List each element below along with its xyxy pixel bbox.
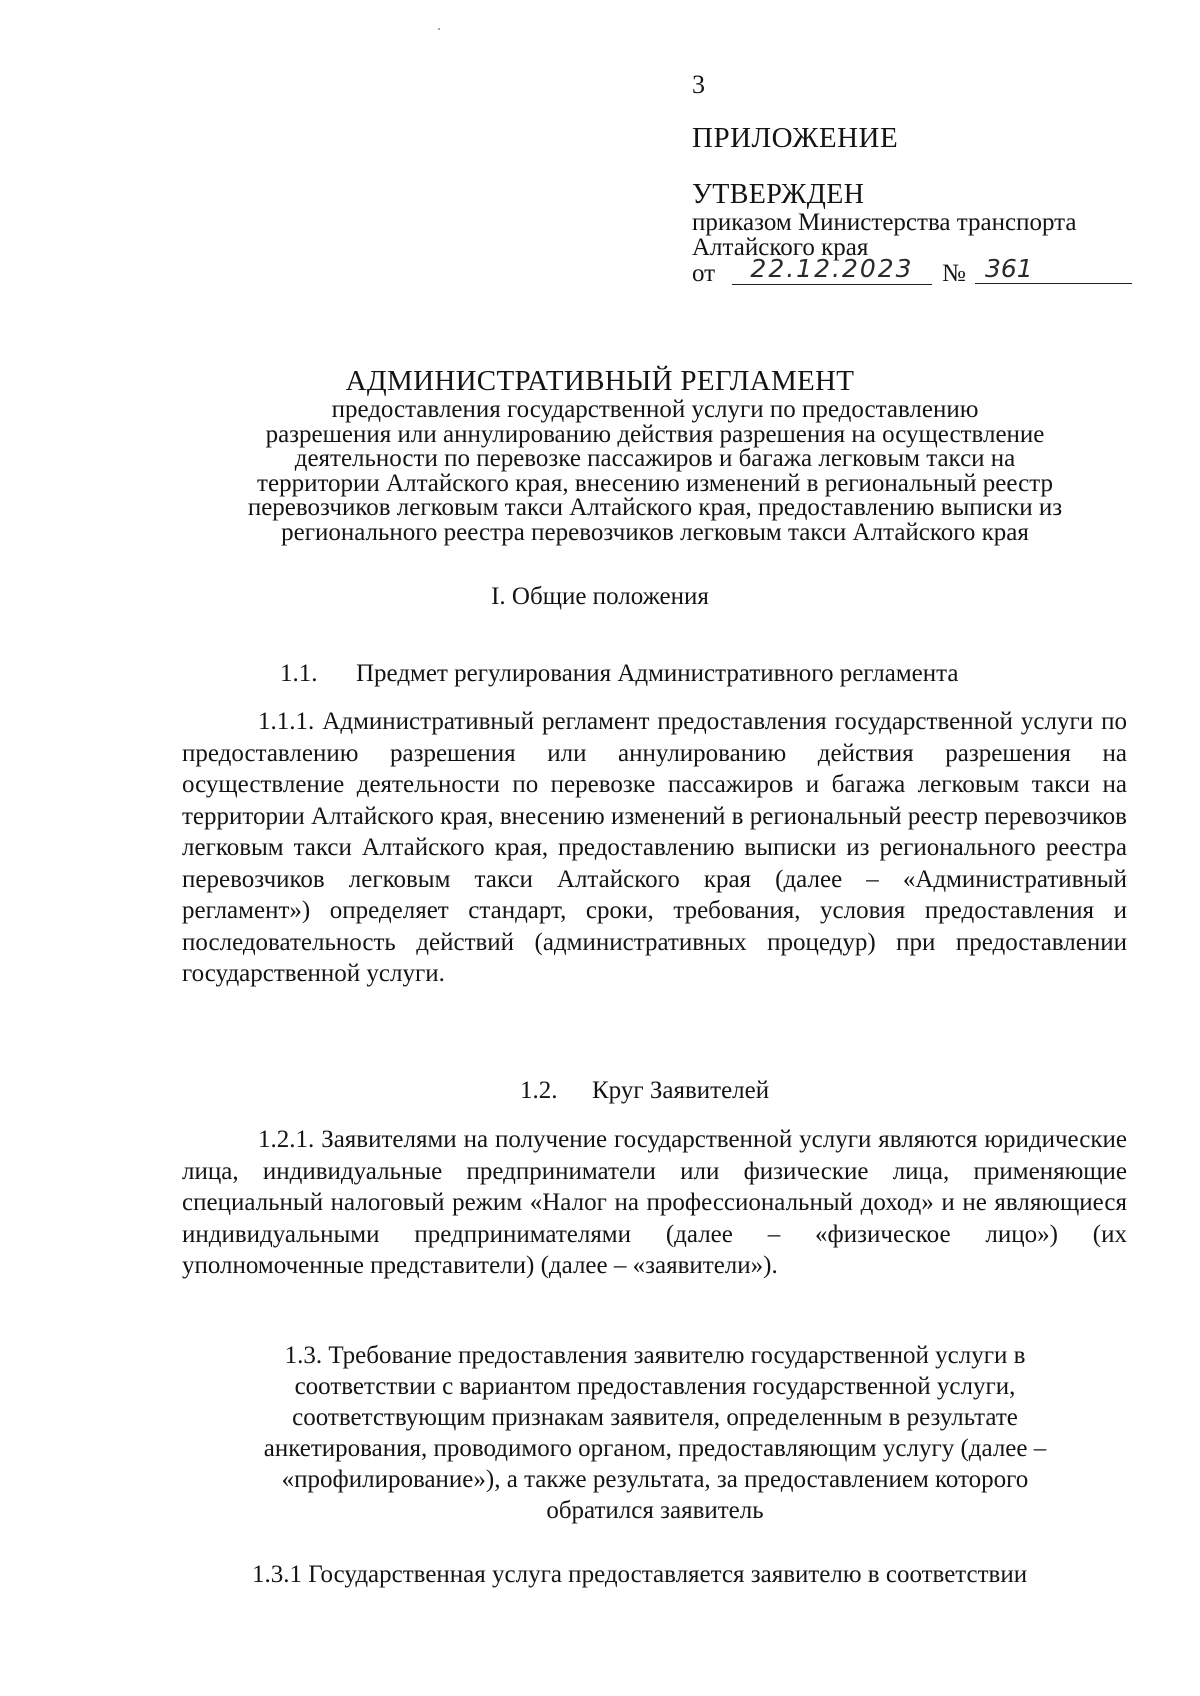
appendix-label: ПРИЛОЖЕНИЕ bbox=[692, 122, 899, 154]
paragraph-1-3-1: 1.3.1 Государственная услуга предоставляется заявителю в соответствии bbox=[252, 1561, 1028, 1588]
heading-line: 1.3. Требование предоставления заявителю государственной услуги в bbox=[284, 1342, 1026, 1369]
subsection-1-1-heading bbox=[280, 660, 958, 688]
heading-line: анкетирования, проводимого органом, предоставляющим услугу (далее – bbox=[263, 1435, 1047, 1462]
subsection-1-3-heading bbox=[190, 1340, 1120, 1526]
heading-line: «профилирование»), а также результата, за предоставлением которого bbox=[281, 1466, 1029, 1493]
handwritten-date: 22.12.2023 bbox=[732, 254, 932, 285]
subsection-number: 1.1. bbox=[280, 660, 318, 687]
regulation-subtitle bbox=[190, 398, 1120, 545]
subtitle-line: разрешения или аннулированию действия разрешения на осуществление bbox=[265, 420, 1045, 448]
subtitle-line: перевозчиков легковым такси Алтайского края, предоставлению выписки из bbox=[247, 494, 1063, 521]
approved-by-line-2: Алтайского края bbox=[692, 234, 869, 261]
section-1-title: I. Общие положения bbox=[491, 583, 709, 610]
paragraph-1-2-1: 1.2.1. Заявителями на получение государственной услуги являются юридические лица, индивидуальные предприниматели или физические лица, применяющие специальный налоговый режим «Налог на профессиональный доход» и не являющиеся индивидуальными предпринимателями (далее – «физическое лицо») (их уполномоченные представители) (далее – «заявители»). bbox=[182, 1126, 1127, 1279]
date-prefix: от bbox=[692, 260, 716, 287]
subtitle-line: территории Алтайского края, внесению изменений в региональный реестр bbox=[257, 469, 1053, 497]
approved-by-line-1: приказом Министерства транспорта bbox=[692, 209, 1077, 236]
subtitle-line: предоставления государственной услуги по предоставлению bbox=[331, 396, 979, 423]
order-date-number-line bbox=[692, 254, 1132, 290]
heading-line: обратился заявитель bbox=[546, 1497, 764, 1524]
paragraph-1-1-1: 1.1.1. Административный регламент предоставления государственной услуги по предоставлению разрешения или аннулированию действия разрешения на осуществление деятельности по перевозке пассажиров и багажа легковым такси на территории Алтайского края, внесению изменений в региональный реестр перевозчиков легковым такси Алтайского края, предоставлению выписки из регионального реестра перевозчиков легковым такси Алтайского края (далее – «Административный регламент») определяет стандарт, сроки, требования, условия предоставления и последовательность действий (административных процедур) при предоставлении государственной услуги. bbox=[182, 708, 1127, 987]
regulation-title: АДМИНИСТРАТИВНЫЙ РЕГЛАМЕНТ bbox=[345, 365, 855, 397]
approved-title: УТВЕРЖДЕН bbox=[692, 179, 865, 210]
scan-speck bbox=[438, 28, 440, 30]
heading-line: соответствующим признакам заявителя, определенным в результате bbox=[292, 1404, 1018, 1431]
handwritten-number: 361 bbox=[975, 254, 1132, 284]
subsection-title: Предмет регулирования Административного регламента bbox=[356, 660, 959, 687]
number-prefix: № bbox=[942, 260, 966, 287]
approval-block bbox=[692, 180, 1162, 260]
heading-line: соответствии с вариантом предоставления государственной услуги, bbox=[294, 1373, 1016, 1400]
subsection-1-2-heading bbox=[520, 1077, 769, 1105]
subsection-number: 1.2. bbox=[520, 1077, 558, 1104]
subtitle-line: деятельности по перевозке пассажиров и багажа легковым такси на bbox=[294, 445, 1016, 472]
subsection-title: Круг Заявителей bbox=[592, 1077, 770, 1104]
page-number: 3 bbox=[692, 70, 705, 99]
subtitle-line: регионального реестра перевозчиков легковым такси Алтайского края bbox=[281, 518, 1029, 546]
